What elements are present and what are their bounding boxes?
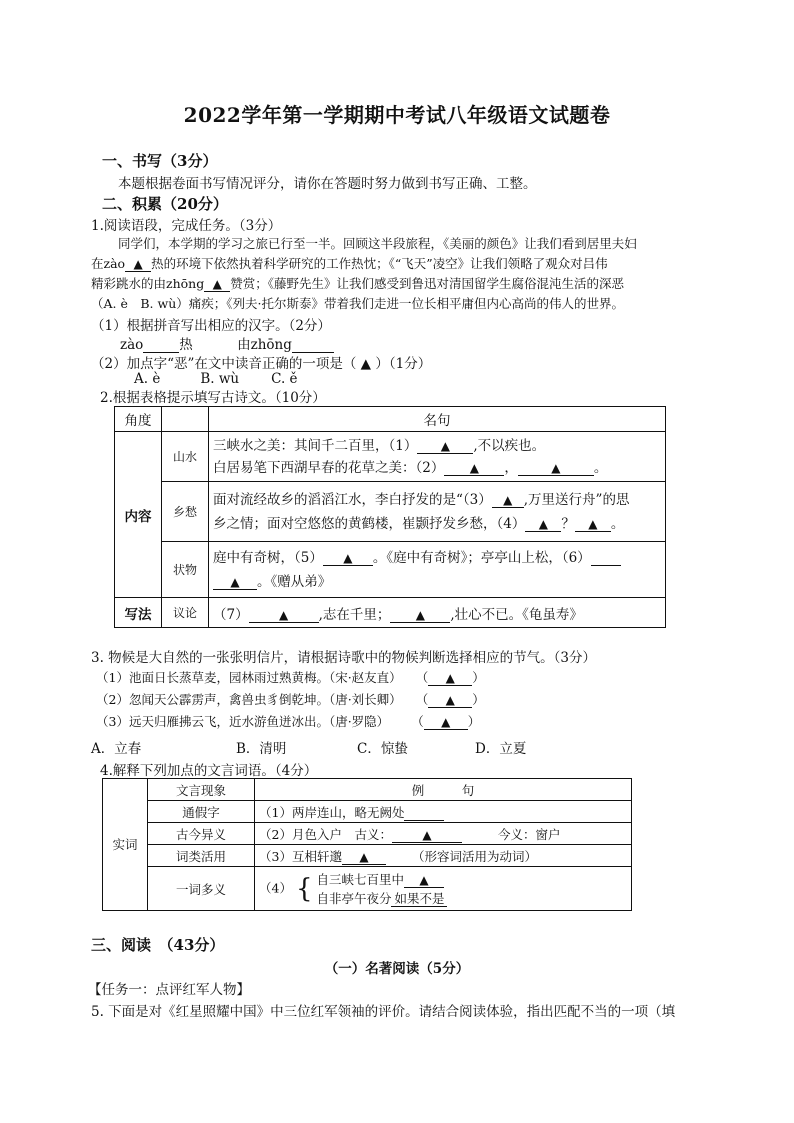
answer-blank[interactable]: ▲ (249, 608, 319, 623)
q1-stem: 1.阅读语段，完成任务。（3分） (91, 218, 282, 234)
q1-line: 精彩跳水的由zhōng ▲ 赞赏；《藤野先生》让我们感受到鲁迅对清国留学生腐俗混沌生活的深恶 (91, 276, 624, 291)
answer-blank[interactable]: ▲ (125, 257, 151, 272)
q1-sub1-answers: zào 热 由zhōng (120, 333, 334, 353)
row-category: 一词多义 (148, 867, 255, 911)
row-category: 通假字 (148, 801, 255, 823)
answer-blank[interactable]: ▲ (424, 715, 468, 730)
row-category: 议论 (162, 598, 209, 628)
answer-blank[interactable]: ▲ (404, 873, 444, 888)
q1-sub1: （1）根据拼音写出相应的汉字。（2分） (91, 318, 331, 334)
section-2-heading: 二、积累（20分） (102, 195, 228, 213)
q3-line: （2）忽闻天公霹雳声，禽兽虫豸倒乾坤。（唐·刘长卿） （ ▲ ） (96, 692, 485, 707)
answer-blank[interactable]: ▲ (213, 575, 257, 590)
section-3-sub: （一）名著阅读（5分） (324, 961, 470, 977)
answer-blank[interactable]: ▲ (428, 671, 472, 686)
side-writing: 写法 (115, 598, 162, 628)
section-3-heading: 三、阅读 （43分） (91, 936, 225, 954)
answer-blank[interactable]: ▲ (444, 461, 504, 476)
task-label: 【任务一：点评红军人物】 (88, 982, 250, 998)
answer-blank[interactable]: ▲ (525, 517, 561, 532)
q3-line: （3）远天归雁拂云飞，近水游鱼迸冰出。（唐·罗隐） （ ▲ ） (96, 714, 481, 729)
q1-sub2: （2）加点字“恶”在文中读音正确的一项是（ ▲ ）（1分） (91, 356, 432, 372)
row-category: 山水 (162, 432, 209, 482)
row-text: 三峡水之美：其间千二百里，（1） ▲ ,不以疾也。 白居易笔下西湖早春的花草之美：（2） ▲ ， ▲ 。 (209, 432, 666, 482)
answer-blank[interactable] (143, 338, 179, 353)
header-phenomenon: 文言现象 (148, 779, 255, 801)
answer-blank[interactable]: ▲ (392, 828, 462, 843)
brace-icon: { (295, 873, 313, 904)
answer-blank[interactable] (292, 338, 334, 353)
answer-blank[interactable]: ▲ (417, 439, 473, 454)
header-sentence: 名句 (209, 407, 666, 432)
classical-table (102, 778, 632, 911)
row-text: 面对流经故乡的滔滔江水，李白抒发的是“（3） ▲ ,万里送行舟”的思 乡之情；面对空悠悠的黄鹤楼，崔颢抒发乡愁，（4） ▲ ？ ▲ 。 (209, 482, 666, 542)
q3-options: A．立春 B．清明 C．惊蛰 D．立夏 (91, 741, 527, 757)
row-category: 古今异义 (148, 823, 255, 845)
row-text: （7） ▲ ,志在千里； ▲ ,壮心不已。《龟虽寿》 (209, 598, 666, 628)
section-1-text: 本题根据卷面书写情况评分，请你在答题时努力做到书写正确、工整。 (118, 176, 537, 192)
header-angle: 角度 (115, 407, 162, 432)
side-shici: 实词 (103, 779, 148, 911)
answer-blank[interactable]: ▲ (492, 493, 524, 508)
q3-line: （1）池面日长蒸草麦，园林雨过熟黄梅。（宋·赵友直） （ ▲ ） (96, 670, 485, 685)
q5-stem: 5. 下面是对《红星照耀中国》中三位红军领袖的评价。请结合阅读体验，指出匹配不当的一项（填 (91, 1004, 676, 1020)
row-category: 词类活用 (148, 845, 255, 867)
q1-line: 同学们，本学期的学习之旅已行至一半。回顾这半段旅程，《美丽的颜色》让我们看到居里夫妇 (118, 236, 637, 251)
row-text: （1）两岸连山，略无阙处 (255, 801, 632, 823)
page-title: 2022学年第一学期期中考试八年级语文试题卷 (183, 103, 611, 127)
poetry-table (114, 406, 666, 628)
section-1-heading: 一、书写（3分） (102, 152, 218, 170)
answer-blank[interactable]: ▲ (575, 517, 611, 532)
answer-blank[interactable]: ▲ (390, 608, 450, 623)
answer-blank[interactable]: 如果不是 (391, 892, 447, 907)
q4-stem: 4.解释下列加点的文言词语。（4分） (100, 763, 318, 779)
q3-stem: 3. 物候是大自然的一张张明信片，请根据诗歌中的物候判断选择相应的节气。（3分） (91, 650, 597, 666)
side-content: 内容 (115, 432, 162, 598)
q1-options: A. è B. wù C. ě (134, 371, 298, 387)
row-category: 乡愁 (162, 482, 209, 542)
answer-blank[interactable]: ▲ (518, 461, 594, 476)
q1-line: （A. è B. wù）痛疾；《列夫·托尔斯泰》带着我们走进一位长相平庸但内心高尚的伟人的世界。 (91, 296, 624, 311)
answer-blank[interactable]: ▲ (204, 277, 230, 292)
q2-stem: 2.根据表格提示填写古诗文。（10分） (100, 390, 326, 406)
row-text: 庭中有奇树，（5） ▲ 。《庭中有奇树》；亭亭山上松，（6） ▲ 。《赠从弟》 (209, 542, 666, 598)
answer-blank[interactable]: ▲ (323, 551, 373, 566)
answer-blank[interactable] (404, 806, 444, 821)
row-text: （2）月色入户 古义： ▲ 今义：窗户 (255, 823, 632, 845)
answer-blank[interactable]: ▲ (342, 850, 386, 865)
q1-line: 在zào ▲ 热的环境下依然执着科学研究的工作热忱；《“飞天”凌空》让我们领略了观众对吕伟 (91, 256, 608, 271)
row-text: （3）互相轩邈 ▲ （形容词活用为动词） (255, 845, 632, 867)
answer-blank[interactable]: ▲ (428, 693, 472, 708)
header-example: 例 句 (255, 779, 632, 801)
row-category: 状物 (162, 542, 209, 598)
row-text: （4） { 自三峡七百里中 ▲ 自非亭午夜分 如果不是 (255, 867, 632, 911)
